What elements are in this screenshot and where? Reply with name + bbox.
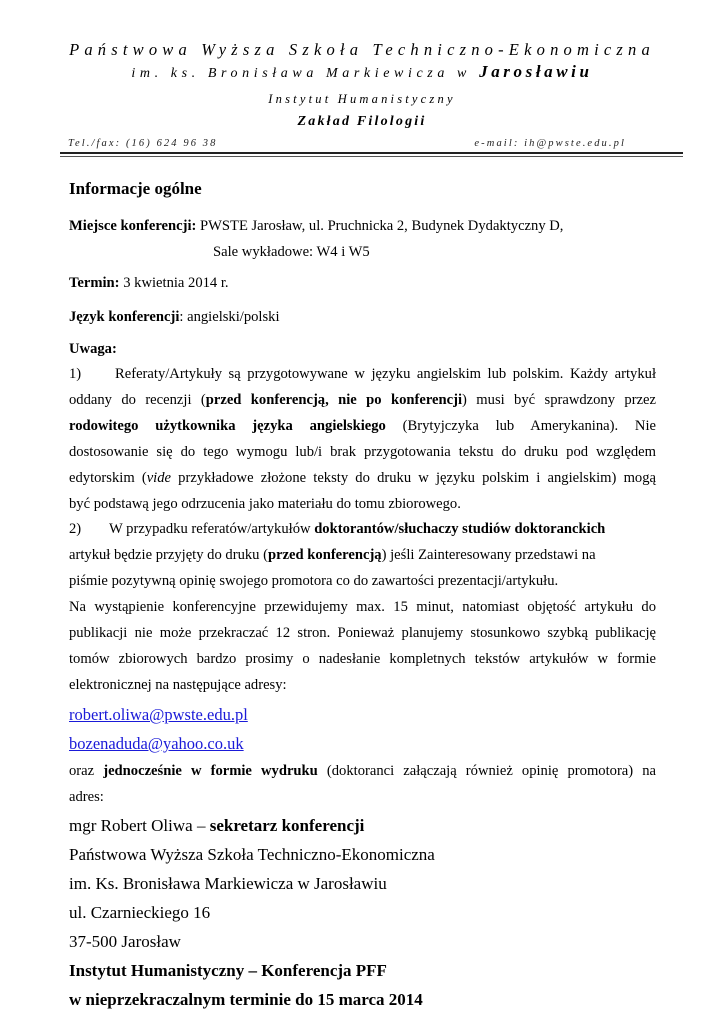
venue-label: Miejsce konferencji:	[69, 218, 197, 234]
venue-value: PWSTE Jarosław, ul. Pruchnicka 2, Budynek Dydaktyczny D,	[196, 218, 564, 234]
para-line1: Na wystąpienie konferencyjne przewidujemy max. 15 minut, natomiast objętość artykułu do	[69, 599, 656, 615]
note1-line3: rodowitego użytkownika języka angielskiego (Brytyjczyka lub Amerykanina). Nie	[69, 418, 656, 434]
letterhead-patron-city: Jarosławiu	[479, 62, 593, 81]
para-line2: publikacji nie może przekraczać 12 stron. Ponieważ planujemy stosunkowo szybką publikację	[69, 625, 656, 641]
email-link-duda[interactable]: bozenaduda@yahoo.co.uk	[69, 734, 244, 753]
letterhead-department: Zakład Filologii	[297, 114, 427, 129]
note1-number: 1)	[69, 366, 82, 382]
note1-line4: dostosowanie się do tego wymogu lub/i brak przygotowania tekstu do druku pod względem	[69, 444, 656, 460]
print-line2: adres:	[69, 789, 104, 805]
date-value: 3 kwietnia 2014 r.	[119, 275, 229, 291]
address-school: Państwowa Wyższa Szkoła Techniczno-Ekonomiczna	[69, 845, 435, 864]
letterhead-phone: Tel./fax: (16) 624 96 38	[68, 138, 218, 149]
address-institute: Instytut Humanistyczny – Konferencja PFF	[69, 961, 387, 980]
language-label: Język konferencji	[69, 309, 180, 325]
address-patron: im. Ks. Bronisława Markiewicza w Jarosławiu	[69, 874, 387, 893]
para-line4: elektronicznej na następujące adresy:	[69, 677, 287, 693]
note1-line2: oddany do recenzji (przed konferencją, nie po konferencji) musi być sprawdzony przez	[69, 392, 657, 408]
note1-line1: 1) Referaty/Artykuły są przygotowywane w języku angielskim lub polskim. Każdy artykuł	[69, 366, 656, 382]
note2-line3: piśmie pozytywną opinię swojego promotora co do zawartości prezentacji/artykułu.	[69, 573, 559, 589]
email-link-oliwa[interactable]: robert.oliwa@pwste.edu.pl	[69, 705, 248, 724]
venue-line	[69, 218, 563, 235]
print-line: oraz jednocześnie w formie wydruku (doktoranci załączają również opinię promotora) na	[69, 763, 657, 779]
address-name: mgr Robert Oliwa – sekretarz konferencji	[69, 816, 365, 835]
language-value: : angielski/polski	[179, 309, 280, 325]
language-line	[69, 309, 280, 326]
para-line3: tomów zbiorowych bardzo prosimy o nadesłanie kompletnych tekstów artykułów w formie	[69, 651, 656, 667]
venue-rooms: Sale wykładowe: W4 i W5	[213, 244, 370, 260]
note2-line2: artykuł będzie przyjęty do druku (przed konferencją) jeśli Zainteresowany przedstawi na	[69, 547, 596, 563]
letterhead-patron	[0, 62, 724, 82]
letterhead-school-name: Państwowa Wyższa Szkoła Techniczno-Ekonomiczna	[69, 40, 655, 59]
letterhead-email: e-mail: ih@pwste.edu.pl	[474, 138, 626, 149]
letterhead-institute: Instytut Humanistyczny	[268, 92, 456, 106]
deadline: w nieprzekraczalnym terminie do 15 marca 2014	[69, 990, 423, 1009]
note2-line1: 2) W przypadku referatów/artykułów doktorantów/słuchaczy studiów doktoranckich	[69, 521, 606, 537]
letterhead-divider-thin	[60, 156, 683, 157]
note1-line5: edytorskim (vide przykładowe złożone teksty do druku w języku polskim i angielskim) mogą	[69, 470, 656, 486]
section-title: Informacje ogólne	[69, 179, 202, 198]
note1-line6: być podstawą jego odrzucenia jako materiału do tomu zbiorowego.	[69, 496, 461, 512]
address-city: 37-500 Jarosław	[69, 932, 181, 951]
letterhead-patron-prefix: im. ks. Bronisława Markiewicza w	[131, 66, 471, 81]
note2-number: 2)	[69, 521, 82, 537]
date-line	[69, 275, 229, 292]
date-label: Termin:	[69, 275, 120, 291]
address-street: ul. Czarnieckiego 16	[69, 903, 211, 922]
note-label: Uwaga:	[69, 341, 117, 357]
letterhead-divider	[60, 152, 683, 154]
